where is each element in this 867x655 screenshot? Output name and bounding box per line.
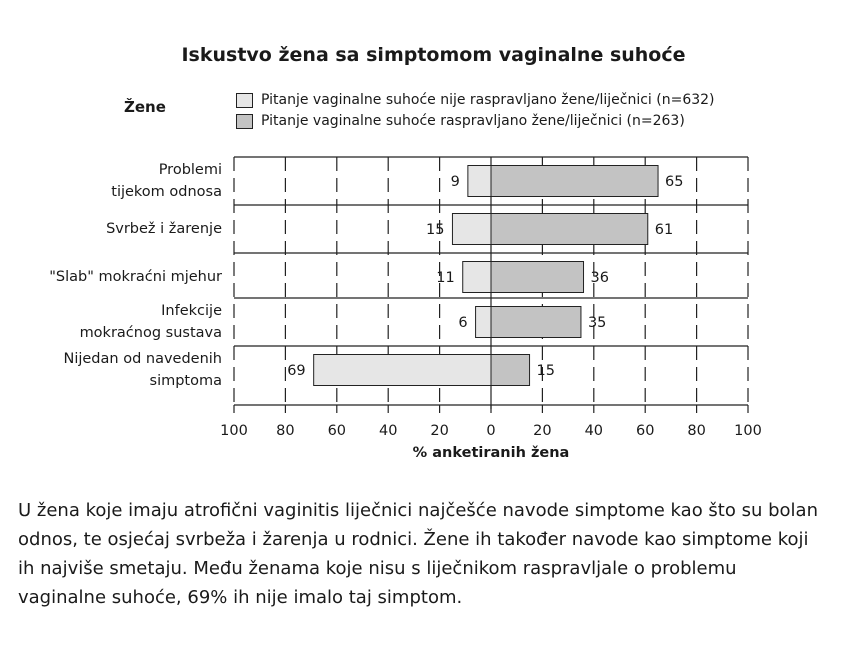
category-label-line: Svrbež i žarenje xyxy=(106,221,222,237)
bar-not-discussed-3 xyxy=(476,307,491,338)
category-label-line: Nijedan od navedenih xyxy=(63,351,222,367)
category-label-line: Infekcije xyxy=(161,303,222,319)
x-tick-label-10: 100 xyxy=(734,423,762,439)
bar-discussed-2 xyxy=(491,262,584,293)
legend-label-discussed: Pitanje vaginalne suhoće raspravljano žene/liječnici (n=263) xyxy=(261,113,685,129)
x-tick-label-2: 60 xyxy=(327,423,347,439)
caption-text: U žena koje imaju atrofični vaginitis liječnici najčešće navode simptome kao što su bolan odnos, te osjećaj svrbeža i žarenja u rodnici. Žene ih također navode kao simptome koji ih najviše smetaju. Među ženama koje nisu s liječnikom raspravljale o problemu vaginalne suhoće, 69% ih nije imalo taj simptom. xyxy=(18,500,818,608)
data-label-not-discussed-4: 69 xyxy=(287,363,306,379)
x-tick-label-9: 80 xyxy=(687,423,706,439)
data-label-not-discussed-1: 15 xyxy=(425,222,445,238)
bar-not-discussed-0 xyxy=(468,166,491,197)
data-label-not-discussed-3: 6 xyxy=(458,315,468,331)
bar-discussed-4 xyxy=(491,355,530,386)
data-label-discussed-1: 61 xyxy=(654,222,674,238)
data-label-not-discussed-2: 11 xyxy=(436,270,455,286)
x-tick-label-5: 0 xyxy=(486,423,496,439)
data-label-not-discussed-0: 9 xyxy=(450,174,460,190)
bar-not-discussed-2 xyxy=(463,262,491,293)
x-axis-label: % anketiranih žena xyxy=(412,445,570,461)
x-tick-label-4: 20 xyxy=(430,423,449,439)
data-label-discussed-4: 15 xyxy=(536,363,556,379)
chart-title: Iskustvo žena sa simptomom vaginalne suhoće xyxy=(181,44,686,66)
bar-discussed-0 xyxy=(491,166,658,197)
x-tick-label-3: 40 xyxy=(378,423,398,439)
x-tick-label-1: 80 xyxy=(276,423,295,439)
category-label-line: tijekom odnosa xyxy=(111,184,222,200)
data-label-discussed-3: 35 xyxy=(587,315,607,331)
bar-discussed-1 xyxy=(491,214,648,245)
category-label-line: mokraćnog sustava xyxy=(79,325,222,341)
bar-discussed-3 xyxy=(491,307,581,338)
group-label: Žene xyxy=(124,98,166,116)
x-tick-label-8: 60 xyxy=(635,423,655,439)
legend-label-not-discussed: Pitanje vaginalne suhoće nije raspravljano žene/liječnici (n=632) xyxy=(261,92,715,108)
x-tick-label-6: 20 xyxy=(533,423,552,439)
x-tick-label-7: 40 xyxy=(584,423,604,439)
x-tick-label-0: 100 xyxy=(220,423,248,439)
bar-not-discussed-1 xyxy=(452,214,491,245)
category-label-line: "Slab" mokraćni mjehur xyxy=(49,269,222,285)
data-label-discussed-2: 36 xyxy=(590,270,609,286)
data-label-discussed-0: 65 xyxy=(665,174,684,190)
bar-not-discussed-4 xyxy=(314,355,491,386)
category-label-line: simptoma xyxy=(149,373,222,389)
category-label-line: Problemi xyxy=(158,162,222,178)
